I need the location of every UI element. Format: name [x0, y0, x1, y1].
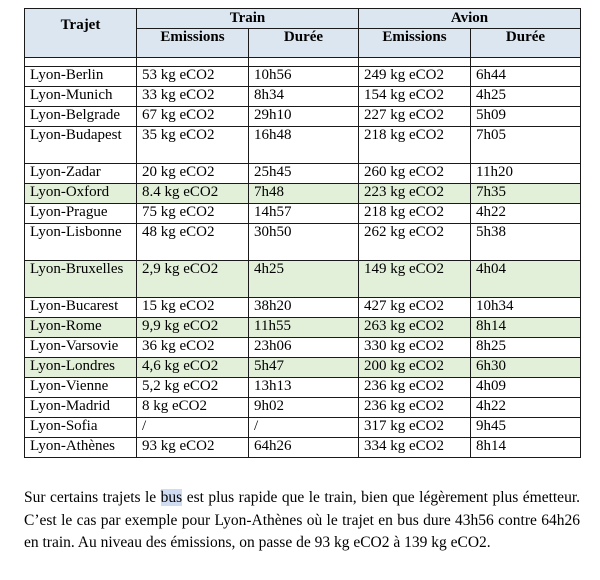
cell-avion-emissions: 330 kg eCO2 — [359, 338, 471, 358]
cell-trajet: Lyon-Athènes — [25, 438, 137, 458]
cell-train-duree: 13h13 — [249, 378, 359, 398]
header-train-emissions: Emissions — [137, 29, 249, 58]
paragraph-text-end: est plus rapide que le train, bien que légèrement plus émetteur. C’est le cas par exemple pour Lyon-Athènes où le trajet en bus dure 43h56 contre 64h26 en train. Au niveau des émissions, on passe de 93 kg eCO2 à 139 kg eCO2. — [24, 489, 580, 551]
cell-train-emissions: 33 kg eCO2 — [137, 87, 249, 107]
cell-avion-emissions: 200 kg eCO2 — [359, 358, 471, 378]
table-row — [25, 107, 581, 127]
cell-train-duree: 16h48 — [249, 127, 359, 164]
table-row — [25, 398, 581, 418]
cell-train-duree: 29h10 — [249, 107, 359, 127]
table-row — [25, 338, 581, 358]
cell-train-duree: 4h25 — [249, 261, 359, 298]
header-train: Train — [137, 9, 359, 29]
cell-train-emissions: 4,6 kg eCO2 — [137, 358, 249, 378]
cell-avion-emissions: 317 kg eCO2 — [359, 418, 471, 438]
cell-avion-emissions: 427 kg eCO2 — [359, 298, 471, 318]
cell-train-duree: 8h34 — [249, 87, 359, 107]
header-train-duree: Durée — [249, 29, 359, 58]
cell-avion-duree: 9h45 — [471, 418, 581, 438]
cell-avion-duree: 8h14 — [471, 318, 581, 338]
cell-train-duree: 23h06 — [249, 338, 359, 358]
cell-avion-duree: 7h05 — [471, 127, 581, 164]
cell-avion-duree: 11h20 — [471, 164, 581, 184]
cell-avion-emissions: 218 kg eCO2 — [359, 127, 471, 164]
cell-trajet: Lyon-Berlin — [25, 67, 137, 87]
cell-avion-duree: 10h34 — [471, 298, 581, 318]
cell-trajet: Lyon-Bruxelles — [25, 261, 137, 298]
table-row — [25, 358, 581, 378]
cell-avion-emissions: 236 kg eCO2 — [359, 398, 471, 418]
cell-trajet: Lyon-Rome — [25, 318, 137, 338]
table-row — [25, 418, 581, 438]
cell-train-duree: 11h55 — [249, 318, 359, 338]
cell-avion-emissions: 149 kg eCO2 — [359, 261, 471, 298]
cell-avion-emissions: 263 kg eCO2 — [359, 318, 471, 338]
cell-avion-duree: 5h38 — [471, 224, 581, 261]
paragraph-text-start: Sur certains trajets le — [24, 489, 161, 506]
cell-avion-duree: 4h25 — [471, 87, 581, 107]
cell-train-emissions: 8.4 kg eCO2 — [137, 184, 249, 204]
cell-avion-emissions: 236 kg eCO2 — [359, 378, 471, 398]
cell-avion-emissions: 334 kg eCO2 — [359, 438, 471, 458]
cell-trajet: Lyon-Lisbonne — [25, 224, 137, 261]
cell-train-emissions: 67 kg eCO2 — [137, 107, 249, 127]
cell-trajet: Lyon-Sofia — [25, 418, 137, 438]
table-row — [25, 298, 581, 318]
cell-train-emissions: 9,9 kg eCO2 — [137, 318, 249, 338]
cell-avion-emissions: 218 kg eCO2 — [359, 204, 471, 224]
cell-avion-duree: 4h09 — [471, 378, 581, 398]
cell-train-emissions: 93 kg eCO2 — [137, 438, 249, 458]
cell-trajet: Lyon-Zadar — [25, 164, 137, 184]
cell-avion-duree: 8h14 — [471, 438, 581, 458]
cell-train-duree: 30h50 — [249, 224, 359, 261]
table-row — [25, 378, 581, 398]
cell-train-duree: 38h20 — [249, 298, 359, 318]
table-row — [25, 204, 581, 224]
cell-train-emissions: 53 kg eCO2 — [137, 67, 249, 87]
cell-train-duree: / — [249, 418, 359, 438]
cell-train-emissions: 35 kg eCO2 — [137, 127, 249, 164]
cell-train-emissions: 36 kg eCO2 — [137, 338, 249, 358]
cell-train-duree: 9h02 — [249, 398, 359, 418]
cell-avion-duree: 8h25 — [471, 338, 581, 358]
cell-avion-duree: 4h22 — [471, 204, 581, 224]
comparison-table — [24, 8, 581, 458]
cell-avion-duree: 5h09 — [471, 107, 581, 127]
cell-avion-duree: 4h04 — [471, 261, 581, 298]
cell-avion-emissions: 227 kg eCO2 — [359, 107, 471, 127]
cell-train-duree: 25h45 — [249, 164, 359, 184]
table-row — [25, 318, 581, 338]
cell-avion-duree: 6h44 — [471, 67, 581, 87]
table-row — [25, 224, 581, 261]
cell-trajet: Lyon-Munich — [25, 87, 137, 107]
header-avion: Avion — [359, 9, 581, 29]
cell-trajet: Lyon-Varsovie — [25, 338, 137, 358]
table-row — [25, 438, 581, 458]
cell-trajet: Lyon-Bucarest — [25, 298, 137, 318]
cell-train-duree: 10h56 — [249, 67, 359, 87]
cell-train-duree: 7h48 — [249, 184, 359, 204]
table-spacer-row — [25, 58, 581, 67]
cell-train-emissions: 5,2 kg eCO2 — [137, 378, 249, 398]
table-row — [25, 87, 581, 107]
cell-avion-duree: 6h30 — [471, 358, 581, 378]
cell-trajet: Lyon-Madrid — [25, 398, 137, 418]
highlighted-word: bus — [160, 489, 183, 506]
cell-avion-emissions: 154 kg eCO2 — [359, 87, 471, 107]
cell-train-emissions: 8 kg eCO2 — [137, 398, 249, 418]
cell-trajet: Lyon-Budapest — [25, 127, 137, 164]
header-trajet: Trajet — [25, 9, 137, 58]
cell-train-duree: 64h26 — [249, 438, 359, 458]
cell-train-emissions: 48 kg eCO2 — [137, 224, 249, 261]
table-row — [25, 127, 581, 164]
header-avion-duree: Durée — [471, 29, 581, 58]
cell-train-duree: 5h47 — [249, 358, 359, 378]
table-row — [25, 261, 581, 298]
cell-train-emissions: 2,9 kg eCO2 — [137, 261, 249, 298]
cell-avion-emissions: 223 kg eCO2 — [359, 184, 471, 204]
cell-train-emissions: 75 kg eCO2 — [137, 204, 249, 224]
table-row — [25, 67, 581, 87]
cell-avion-emissions: 249 kg eCO2 — [359, 67, 471, 87]
cell-trajet: Lyon-Vienne — [25, 378, 137, 398]
table-row — [25, 164, 581, 184]
cell-trajet: Lyon-Londres — [25, 358, 137, 378]
cell-train-emissions: 15 kg eCO2 — [137, 298, 249, 318]
table-body — [25, 58, 581, 458]
cell-trajet: Lyon-Oxford — [25, 184, 137, 204]
cell-train-emissions: 20 kg eCO2 — [137, 164, 249, 184]
cell-avion-duree: 4h22 — [471, 398, 581, 418]
table-row — [25, 184, 581, 204]
cell-trajet: Lyon-Prague — [25, 204, 137, 224]
cell-train-duree: 14h57 — [249, 204, 359, 224]
cell-avion-emissions: 262 kg eCO2 — [359, 224, 471, 261]
cell-trajet: Lyon-Belgrade — [25, 107, 137, 127]
explanatory-paragraph — [24, 487, 580, 555]
cell-avion-emissions: 260 kg eCO2 — [359, 164, 471, 184]
cell-train-emissions: / — [137, 418, 249, 438]
cell-avion-duree: 7h35 — [471, 184, 581, 204]
header-avion-emissions: Emissions — [359, 29, 471, 58]
